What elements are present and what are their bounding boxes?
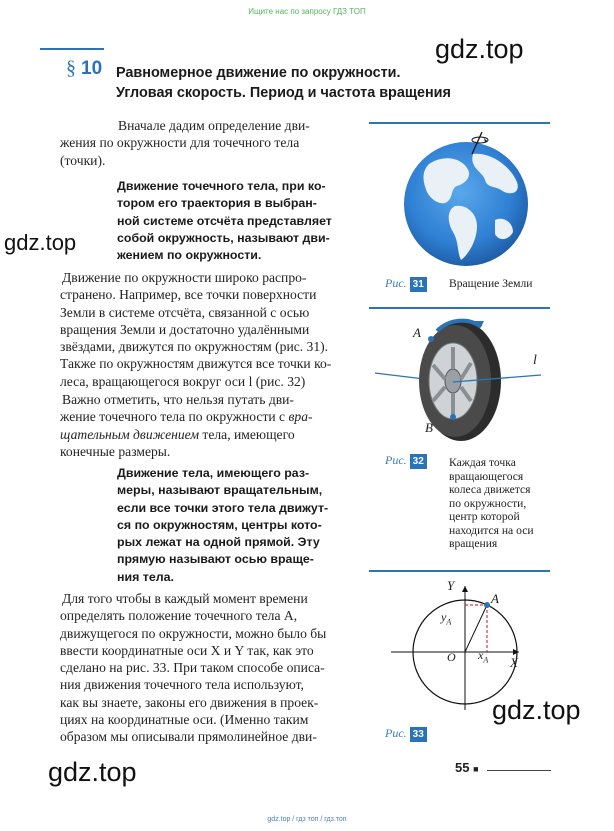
section-title	[116, 63, 486, 103]
footer-note: gdz.top / гдз топ / гдз.топ	[267, 816, 347, 823]
point-A-label: A	[491, 591, 499, 606]
figure-label: Рис.	[385, 276, 407, 290]
section-number: 10	[81, 58, 103, 79]
text-line: образом мы описывали прямолинейное дви-	[60, 729, 317, 745]
figure-label: Рис.	[385, 726, 407, 740]
paragraph-warning	[60, 391, 346, 460]
text-line: ввести координатные оси X и Y так, как это	[60, 642, 314, 658]
page-rule	[487, 770, 551, 771]
caption-line: вращающегося	[449, 469, 524, 483]
figure-label: Рис.	[385, 453, 407, 467]
page-number: 55 ■	[455, 760, 479, 775]
text-line: собой окружность, называют дви-	[117, 230, 330, 245]
text-line: жения по окружности для точечного тела	[60, 135, 300, 151]
text-line: ся по окружностям, центры кото-	[117, 517, 322, 532]
xA-label	[478, 648, 488, 664]
label-subscript: A	[446, 617, 452, 627]
section-marker	[66, 57, 102, 80]
caption-line: колеса движется	[449, 483, 531, 496]
text-line: ния движения точечного тела используют,	[60, 677, 304, 693]
text-line: (точки).	[60, 152, 106, 168]
text-line: циях на координатные оси. (Именно таким	[60, 712, 309, 728]
figure-31-label	[385, 274, 427, 292]
watermark: gdz.top	[492, 695, 581, 725]
axis-l-label: l	[533, 353, 537, 368]
figure-33	[369, 570, 550, 744]
figure-31-caption: Вращение Земли	[449, 277, 533, 290]
figure-number-badge: 33	[410, 727, 427, 742]
wheel-illustration	[369, 309, 550, 449]
title-line: Угловая скорость. Период и частота вращения	[116, 85, 451, 101]
figure-number-badge: 32	[410, 454, 427, 469]
definition-rotational-motion	[117, 465, 344, 586]
text-line: если все точки этого тела движут-	[117, 500, 329, 515]
watermark: gdz.top	[48, 757, 137, 787]
text-line: прямую называют осью враще-	[117, 552, 314, 567]
text-line: вращения Земли и достаточно удалёнными	[60, 321, 310, 337]
text-line: Движение точечного тела, при ко-	[117, 179, 326, 193]
axis-Y-label: Y	[447, 578, 455, 593]
text-line: меры, называют вращательным,	[117, 483, 323, 498]
text-span-italic: вра-	[288, 409, 313, 425]
label-main: y	[441, 610, 447, 624]
axis-X-label: X	[510, 655, 518, 670]
figure-32	[369, 307, 550, 559]
earth-illustration	[369, 124, 550, 279]
text-line: движущегося по окружности, можно было бы	[60, 625, 327, 641]
caption-line: центр которой	[449, 510, 520, 523]
watermark: gdz.top	[435, 34, 524, 64]
text-line: Вначале дадим определение дви-	[118, 118, 310, 133]
text-line: Движение тела, имеющего раз-	[117, 466, 310, 480]
point-B-label: B	[425, 420, 433, 435]
text-span: тела, имеющего	[199, 426, 295, 442]
header-note: Ищите нас по запросу ГДЗ ТОП	[248, 7, 366, 16]
coordinate-diagram	[369, 572, 550, 722]
text-line: Для того чтобы в каждый момент времени	[62, 591, 308, 606]
intro-paragraph	[60, 117, 360, 169]
page-number-text: 55	[455, 760, 470, 775]
text-line: Движение по окружности широко распро-	[62, 270, 307, 285]
figure-number-badge: 31	[410, 277, 427, 292]
caption-line: находится на оси	[449, 523, 534, 537]
paragraph-examples	[60, 269, 346, 390]
text-span-italic: щательным движением	[60, 426, 200, 442]
text-line: рых лежат на одной прямой. Эту	[117, 535, 320, 550]
text-line: жением по окружности.	[117, 248, 262, 263]
text-line: Также по окружностям движутся все точки ко-	[60, 356, 332, 372]
caption-line: Каждая точка	[449, 456, 516, 469]
text-line: ной системе отсчёта представляет	[117, 213, 332, 228]
text-span: жение точечного тела по окружности с	[60, 409, 289, 425]
text-line: Земли в системе отсчёта, связанной с осью	[60, 304, 310, 320]
text-line: звёздами, движутся по окружностям (рис. 31).	[60, 339, 329, 355]
text-line	[60, 408, 346, 425]
text-line: ния тела.	[117, 569, 174, 584]
yA-label	[441, 610, 451, 626]
label-main: x	[478, 648, 484, 662]
text-line: как вы знаете, законы его движения в проек-	[60, 694, 319, 710]
text-line: конечные размеры.	[60, 443, 171, 459]
figure-32-caption	[449, 456, 549, 551]
text-line: определять положение точечного тела A,	[60, 608, 298, 624]
title-line: Равномерное движение по окружности.	[116, 65, 401, 81]
definition-motion-on-circle	[117, 178, 344, 264]
label-subscript: A	[483, 655, 489, 665]
text-line	[60, 426, 346, 443]
origin-label: O	[447, 650, 456, 664]
watermark: gdz.top	[4, 230, 77, 255]
caption-line: вращения	[449, 537, 498, 550]
paragraph-coordinates	[60, 590, 346, 746]
figure-33-label	[385, 724, 427, 742]
text-line: странено. Например, все точки поверхности	[60, 287, 317, 303]
text-line: сделано на рис. 33. При таком способе описа-	[60, 660, 325, 676]
section-symbol: §	[66, 57, 76, 79]
figure-31	[369, 122, 550, 294]
caption-line: по окружности,	[449, 496, 527, 510]
text-line: Важно отметить, что нельзя путать дви-	[62, 392, 294, 407]
figure-32-label	[385, 451, 427, 469]
point-A-label: A	[413, 325, 421, 340]
text-line: леса, вращающегося вокруг оси l (рис. 32)	[60, 373, 306, 389]
text-line: тором его траектория в выбран-	[117, 196, 317, 211]
